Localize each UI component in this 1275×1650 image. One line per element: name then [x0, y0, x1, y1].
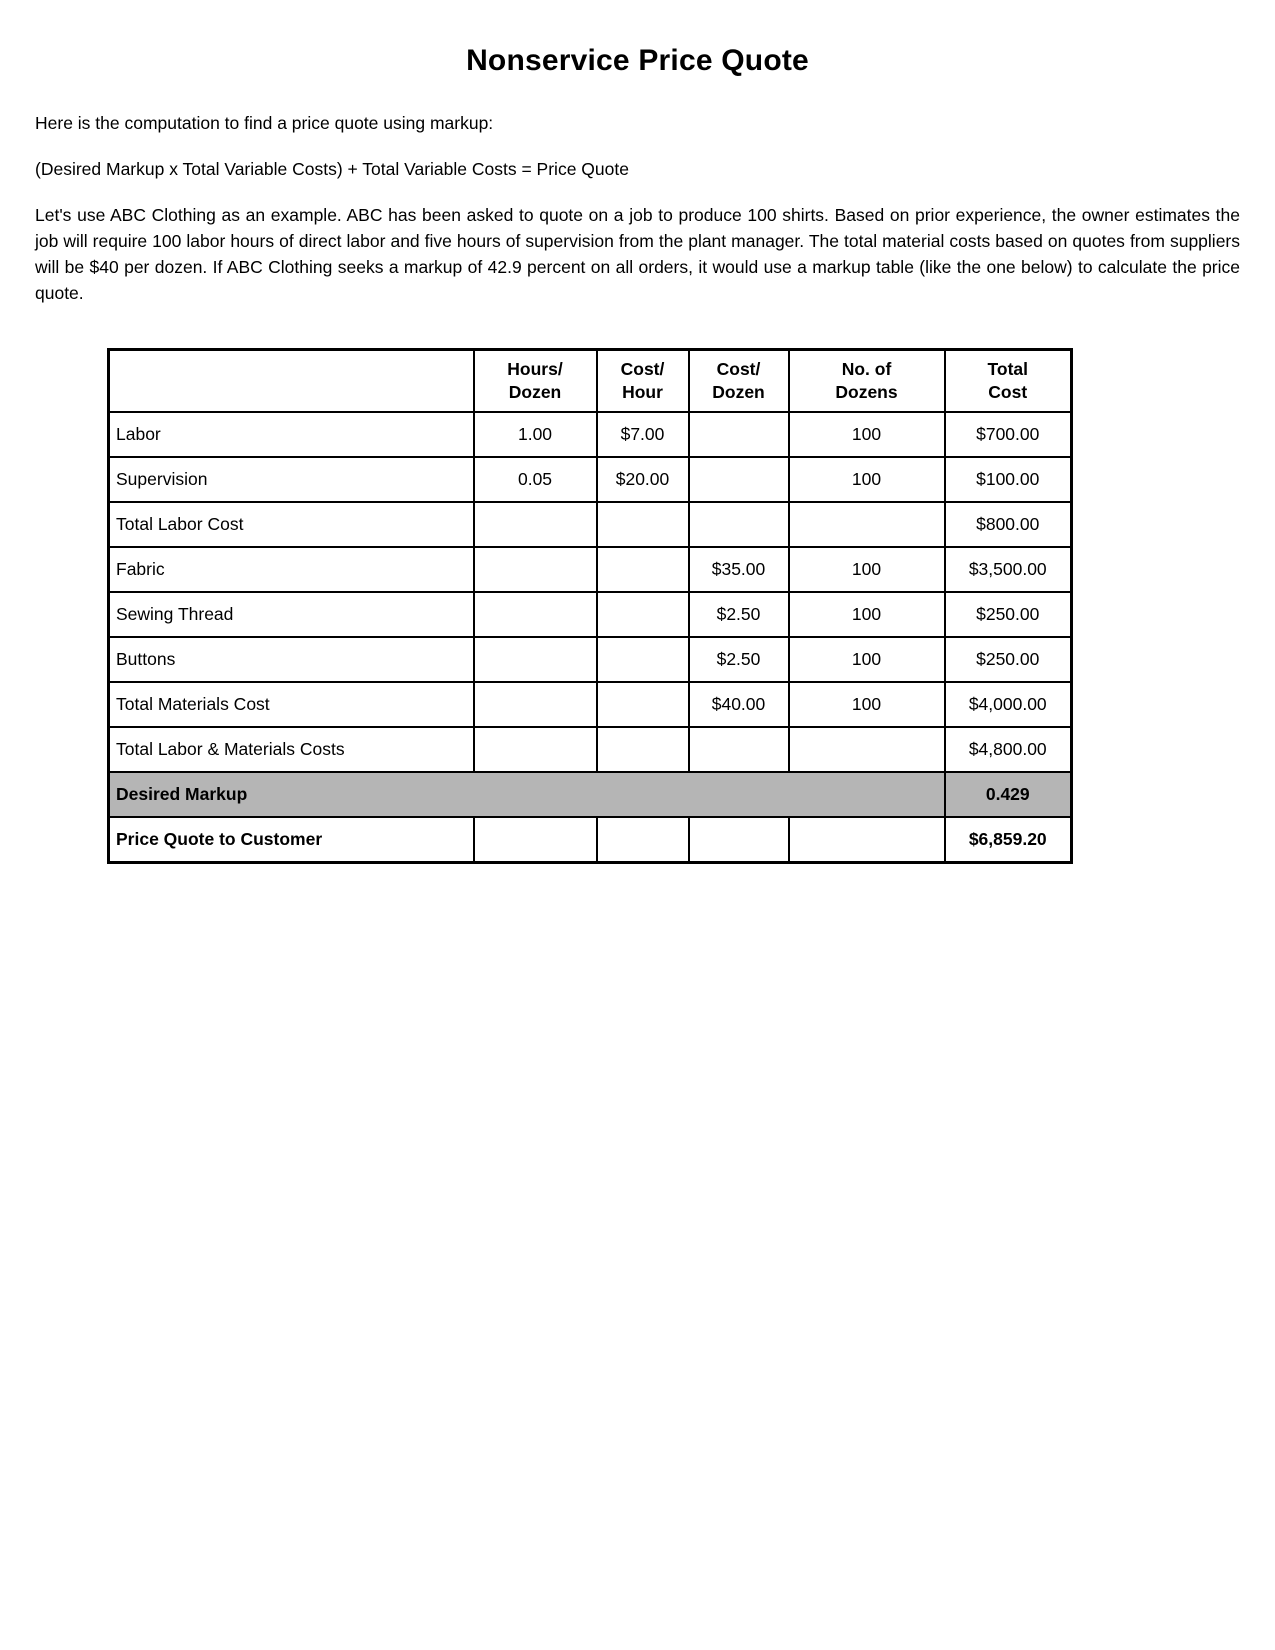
- header-line: Hour: [622, 382, 663, 402]
- cell-no-dozens: 100: [789, 592, 945, 637]
- header-line: Hours/: [507, 359, 563, 379]
- cell-hours-dozen: [474, 727, 597, 772]
- markup-table: [107, 348, 1073, 864]
- cell-total-cost: $6,859.20: [945, 817, 1072, 863]
- table-row: [109, 727, 1072, 772]
- cell-row-label: Desired Markup: [109, 772, 945, 817]
- cell-hours-dozen: [474, 817, 597, 863]
- header-line: Dozen: [508, 382, 562, 402]
- cell-cost-hour: [597, 547, 689, 592]
- cell-no-dozens: 100: [789, 457, 945, 502]
- cell-no-dozens: 100: [789, 682, 945, 727]
- cell-cost-hour: [597, 682, 689, 727]
- cell-row-label: Fabric: [109, 547, 474, 592]
- cell-cost-dozen: [689, 817, 789, 863]
- table-row: [109, 412, 1072, 457]
- header-cell-no-of-dozens: [789, 350, 945, 413]
- cell-no-dozens: [789, 502, 945, 547]
- header-cell-empty: [109, 350, 474, 413]
- table-body: [109, 412, 1072, 863]
- cell-no-dozens: 100: [789, 547, 945, 592]
- header-line: Dozens: [835, 382, 898, 402]
- cell-total-cost: $4,000.00: [945, 682, 1072, 727]
- table-row: [109, 637, 1072, 682]
- cell-total-cost: $800.00: [945, 502, 1072, 547]
- cell-cost-dozen: $40.00: [689, 682, 789, 727]
- header-line: Cost/: [716, 359, 761, 379]
- cell-row-label: Price Quote to Customer: [109, 817, 474, 863]
- cell-total-cost: $250.00: [945, 592, 1072, 637]
- cell-cost-hour: [597, 502, 689, 547]
- cell-hours-dozen: [474, 682, 597, 727]
- header-cell-hours-dozen: [474, 350, 597, 413]
- cell-hours-dozen: [474, 637, 597, 682]
- body-paragraph: Let's use ABC Clothing as an example. ABC has been asked to quote on a job to produce 100 shirts. Based on prior experience, the owner estimates the job will require 100 labor hours of direct labor and five hours of supervision from the plant manager. The total material costs based on quotes from suppliers will be $40 per dozen. If ABC Clothing seeks a markup of 42.9 percent on all orders, it would use a markup table (like the one below) to calculate the price quote.: [35, 205, 1240, 303]
- cell-cost-hour: [597, 817, 689, 863]
- cell-row-label: Supervision: [109, 457, 474, 502]
- table-header: [109, 350, 1072, 413]
- cell-hours-dozen: [474, 502, 597, 547]
- cell-total-cost: $4,800.00: [945, 727, 1072, 772]
- cell-row-label: Labor: [109, 412, 474, 457]
- cell-hours-dozen: 1.00: [474, 412, 597, 457]
- cell-cost-dozen: $2.50: [689, 592, 789, 637]
- header-line: Dozen: [712, 382, 765, 402]
- cell-row-label: Buttons: [109, 637, 474, 682]
- cell-row-label: Total Labor Cost: [109, 502, 474, 547]
- cell-cost-hour: $20.00: [597, 457, 689, 502]
- header-line: Cost/: [620, 359, 665, 379]
- cell-row-label: Sewing Thread: [109, 592, 474, 637]
- header-line: Total: [987, 359, 1028, 379]
- cell-row-label: Total Materials Cost: [109, 682, 474, 727]
- table-row: [109, 682, 1072, 727]
- header-line: Cost: [988, 382, 1028, 402]
- cell-cost-dozen: [689, 412, 789, 457]
- header-cell-total-cost: [945, 350, 1072, 413]
- cell-hours-dozen: [474, 547, 597, 592]
- cell-row-label: Total Labor & Materials Costs: [109, 727, 474, 772]
- cell-total-cost: 0.429: [945, 772, 1072, 817]
- cell-total-cost: $700.00: [945, 412, 1072, 457]
- table-header-row: [109, 350, 1072, 413]
- cell-no-dozens: [789, 817, 945, 863]
- table-row: [109, 457, 1072, 502]
- cell-total-cost: $3,500.00: [945, 547, 1072, 592]
- cell-no-dozens: [789, 727, 945, 772]
- cell-cost-hour: [597, 592, 689, 637]
- header-line: No. of: [841, 359, 892, 379]
- page-title: Nonservice Price Quote: [466, 44, 809, 77]
- table-row: [109, 817, 1072, 863]
- table-row: [109, 547, 1072, 592]
- cell-cost-dozen: [689, 457, 789, 502]
- cell-total-cost: $100.00: [945, 457, 1072, 502]
- cell-hours-dozen: 0.05: [474, 457, 597, 502]
- table-row: [109, 772, 1072, 817]
- header-cell-cost-hour: [597, 350, 689, 413]
- cell-cost-hour: [597, 727, 689, 772]
- cell-cost-hour: $7.00: [597, 412, 689, 457]
- cell-cost-dozen: $2.50: [689, 637, 789, 682]
- cell-cost-dozen: [689, 727, 789, 772]
- cell-no-dozens: 100: [789, 637, 945, 682]
- intro-paragraph: Here is the computation to find a price quote using markup:: [35, 113, 494, 133]
- table-row: [109, 502, 1072, 547]
- cell-cost-dozen: $35.00: [689, 547, 789, 592]
- formula-paragraph: (Desired Markup x Total Variable Costs) + Total Variable Costs = Price Quote: [35, 159, 629, 179]
- cell-hours-dozen: [474, 592, 597, 637]
- table-row: [109, 592, 1072, 637]
- cell-cost-hour: [597, 637, 689, 682]
- cell-total-cost: $250.00: [945, 637, 1072, 682]
- header-cell-cost-dozen: [689, 350, 789, 413]
- cell-cost-dozen: [689, 502, 789, 547]
- cell-no-dozens: 100: [789, 412, 945, 457]
